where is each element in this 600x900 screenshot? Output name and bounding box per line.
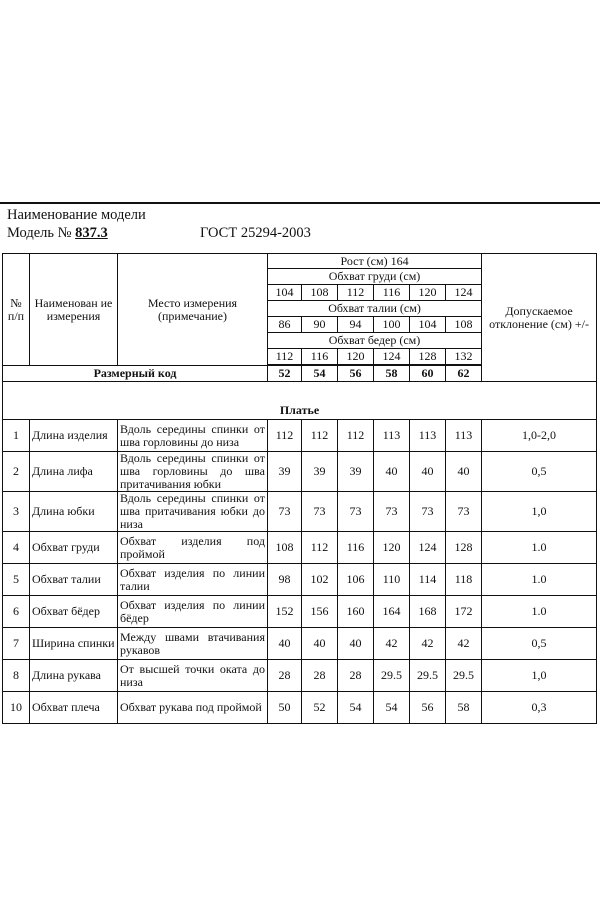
size-value: 42: [410, 628, 446, 660]
hips-value: 116: [302, 349, 338, 365]
size-value: 102: [302, 564, 338, 596]
measurement-place: Обхват рукава под проймой: [118, 692, 268, 724]
size-value: 54: [374, 692, 410, 724]
size-value: 56: [410, 692, 446, 724]
size-code: 62: [446, 366, 482, 382]
size-value: 116: [338, 532, 374, 564]
row-number: 5: [3, 564, 30, 596]
row-number: 2: [3, 452, 30, 492]
size-value: 124: [410, 532, 446, 564]
row-number: 7: [3, 628, 30, 660]
hips-value: 120: [338, 349, 374, 365]
measurement-name: Обхват плеча: [30, 692, 118, 724]
size-value: 110: [374, 564, 410, 596]
size-value: 39: [268, 452, 302, 492]
size-value: 112: [268, 420, 302, 452]
size-value: 40: [446, 452, 482, 492]
size-value: 39: [338, 452, 374, 492]
table-row: [3, 492, 597, 532]
size-code: 60: [410, 366, 446, 382]
size-value: 112: [302, 420, 338, 452]
tolerance-value: 1,0: [482, 660, 597, 692]
table-row: [3, 564, 597, 596]
size-value: 112: [338, 420, 374, 452]
row-number: 3: [3, 492, 30, 532]
chest-value: 120: [410, 285, 446, 301]
hips-label: Обхват бедер (см): [268, 333, 482, 349]
size-value: 29.5: [374, 660, 410, 692]
size-value: 40: [302, 628, 338, 660]
row-number: 8: [3, 660, 30, 692]
measurement-name: Обхват груди: [30, 532, 118, 564]
size-value: 28: [268, 660, 302, 692]
size-value: 128: [446, 532, 482, 564]
col-header-tolerance: Допускаемое отклонение (см) +/-: [482, 254, 597, 382]
waist-value: 86: [268, 317, 302, 333]
tolerance-value: 1.0: [482, 564, 597, 596]
table-row: [3, 692, 597, 724]
size-value: 168: [410, 596, 446, 628]
size-value: 28: [302, 660, 338, 692]
size-value: 106: [338, 564, 374, 596]
chest-value: 112: [338, 285, 374, 301]
measurement-place: Обхват изделия по линии талии: [118, 564, 268, 596]
size-value: 164: [374, 596, 410, 628]
model-name-label: Наименование модели: [7, 207, 146, 223]
size-code: 54: [302, 366, 338, 382]
tolerance-value: 1.0: [482, 532, 597, 564]
size-value: 114: [410, 564, 446, 596]
waist-value: 94: [338, 317, 374, 333]
table-row: [3, 420, 597, 452]
size-value: 52: [302, 692, 338, 724]
size-value: 73: [268, 492, 302, 532]
model-number-line: [7, 225, 108, 241]
measurement-name: Ширина спинки: [30, 628, 118, 660]
table-row: [3, 596, 597, 628]
section-title-dress: Платье: [3, 382, 597, 420]
hips-value: 128: [410, 349, 446, 365]
col-header-name: Наименован ие измерения: [30, 254, 118, 366]
height-label: Рост (см) 164: [268, 254, 482, 269]
model-number: 837.3: [75, 225, 108, 241]
size-value: 113: [446, 420, 482, 452]
size-value: 108: [268, 532, 302, 564]
size-value: 58: [446, 692, 482, 724]
waist-value: 90: [302, 317, 338, 333]
size-code-label: Размерный код: [3, 366, 268, 382]
size-value: 42: [446, 628, 482, 660]
measurement-name: Длина рукава: [30, 660, 118, 692]
gost-standard: ГОСТ 25294-2003: [200, 225, 311, 241]
measurement-name: Длина изделия: [30, 420, 118, 452]
size-value: 28: [338, 660, 374, 692]
measurement-table: [2, 253, 597, 724]
chest-value: 124: [446, 285, 482, 301]
measurement-place: Вдоль середины спинки от шва горловины до шва притачивания юбки: [118, 452, 268, 492]
size-value: 40: [268, 628, 302, 660]
tolerance-value: 0,5: [482, 452, 597, 492]
measurement-name: Обхват бёдер: [30, 596, 118, 628]
size-value: 172: [446, 596, 482, 628]
size-value: 29.5: [446, 660, 482, 692]
top-rule: [0, 202, 600, 204]
size-value: 50: [268, 692, 302, 724]
size-code: 58: [374, 366, 410, 382]
chest-value: 108: [302, 285, 338, 301]
chest-value: 104: [268, 285, 302, 301]
measurement-name: Обхват талии: [30, 564, 118, 596]
measurement-place: Обхват изделия по линии бёдер: [118, 596, 268, 628]
chest-label: Обхват груди (см): [268, 269, 482, 285]
model-number-label: Модель №: [7, 225, 72, 241]
size-value: 54: [338, 692, 374, 724]
hips-value: 132: [446, 349, 482, 365]
size-value: 113: [410, 420, 446, 452]
measurement-place: Обхват изделия под проймой: [118, 532, 268, 564]
size-value: 39: [302, 452, 338, 492]
size-value: 40: [410, 452, 446, 492]
row-number: 4: [3, 532, 30, 564]
row-number: 1: [3, 420, 30, 452]
table-row: [3, 452, 597, 492]
size-value: 42: [374, 628, 410, 660]
size-value: 40: [338, 628, 374, 660]
size-code: 56: [338, 366, 374, 382]
measurement-place: От высшей точки оката до низа: [118, 660, 268, 692]
tolerance-value: 1.0: [482, 596, 597, 628]
tolerance-value: 0,5: [482, 628, 597, 660]
waist-value: 108: [446, 317, 482, 333]
measurement-place: Вдоль середины спинки от шва притачивания юбки до низа: [118, 492, 268, 532]
size-value: 120: [374, 532, 410, 564]
col-header-place: Место измерения (примечание): [118, 254, 268, 366]
row-number: 10: [3, 692, 30, 724]
chest-value: 116: [374, 285, 410, 301]
size-value: 73: [338, 492, 374, 532]
table-row: [3, 532, 597, 564]
tolerance-value: 1,0-2,0: [482, 420, 597, 452]
size-value: 73: [302, 492, 338, 532]
measurement-place: Вдоль середины спинки от шва горловины до низа: [118, 420, 268, 452]
size-value: 40: [374, 452, 410, 492]
size-value: 156: [302, 596, 338, 628]
size-value: 160: [338, 596, 374, 628]
table-row: [3, 660, 597, 692]
table-row: [3, 628, 597, 660]
tolerance-value: 1,0: [482, 492, 597, 532]
size-value: 152: [268, 596, 302, 628]
size-value: 73: [410, 492, 446, 532]
waist-label: Обхват талии (см): [268, 301, 482, 317]
measurement-place: Между швами втачивания рукавов: [118, 628, 268, 660]
waist-value: 104: [410, 317, 446, 333]
size-value: 29.5: [410, 660, 446, 692]
hips-value: 124: [374, 349, 410, 365]
row-number: 6: [3, 596, 30, 628]
hips-value: 112: [268, 349, 302, 365]
size-value: 98: [268, 564, 302, 596]
col-header-number: № п/п: [3, 254, 30, 366]
size-value: 73: [446, 492, 482, 532]
size-value: 118: [446, 564, 482, 596]
size-value: 112: [302, 532, 338, 564]
measurement-name: Длина юбки: [30, 492, 118, 532]
size-value: 73: [374, 492, 410, 532]
tolerance-value: 0,3: [482, 692, 597, 724]
size-value: 113: [374, 420, 410, 452]
waist-value: 100: [374, 317, 410, 333]
measurement-name: Длина лифа: [30, 452, 118, 492]
size-code: 52: [268, 366, 302, 382]
